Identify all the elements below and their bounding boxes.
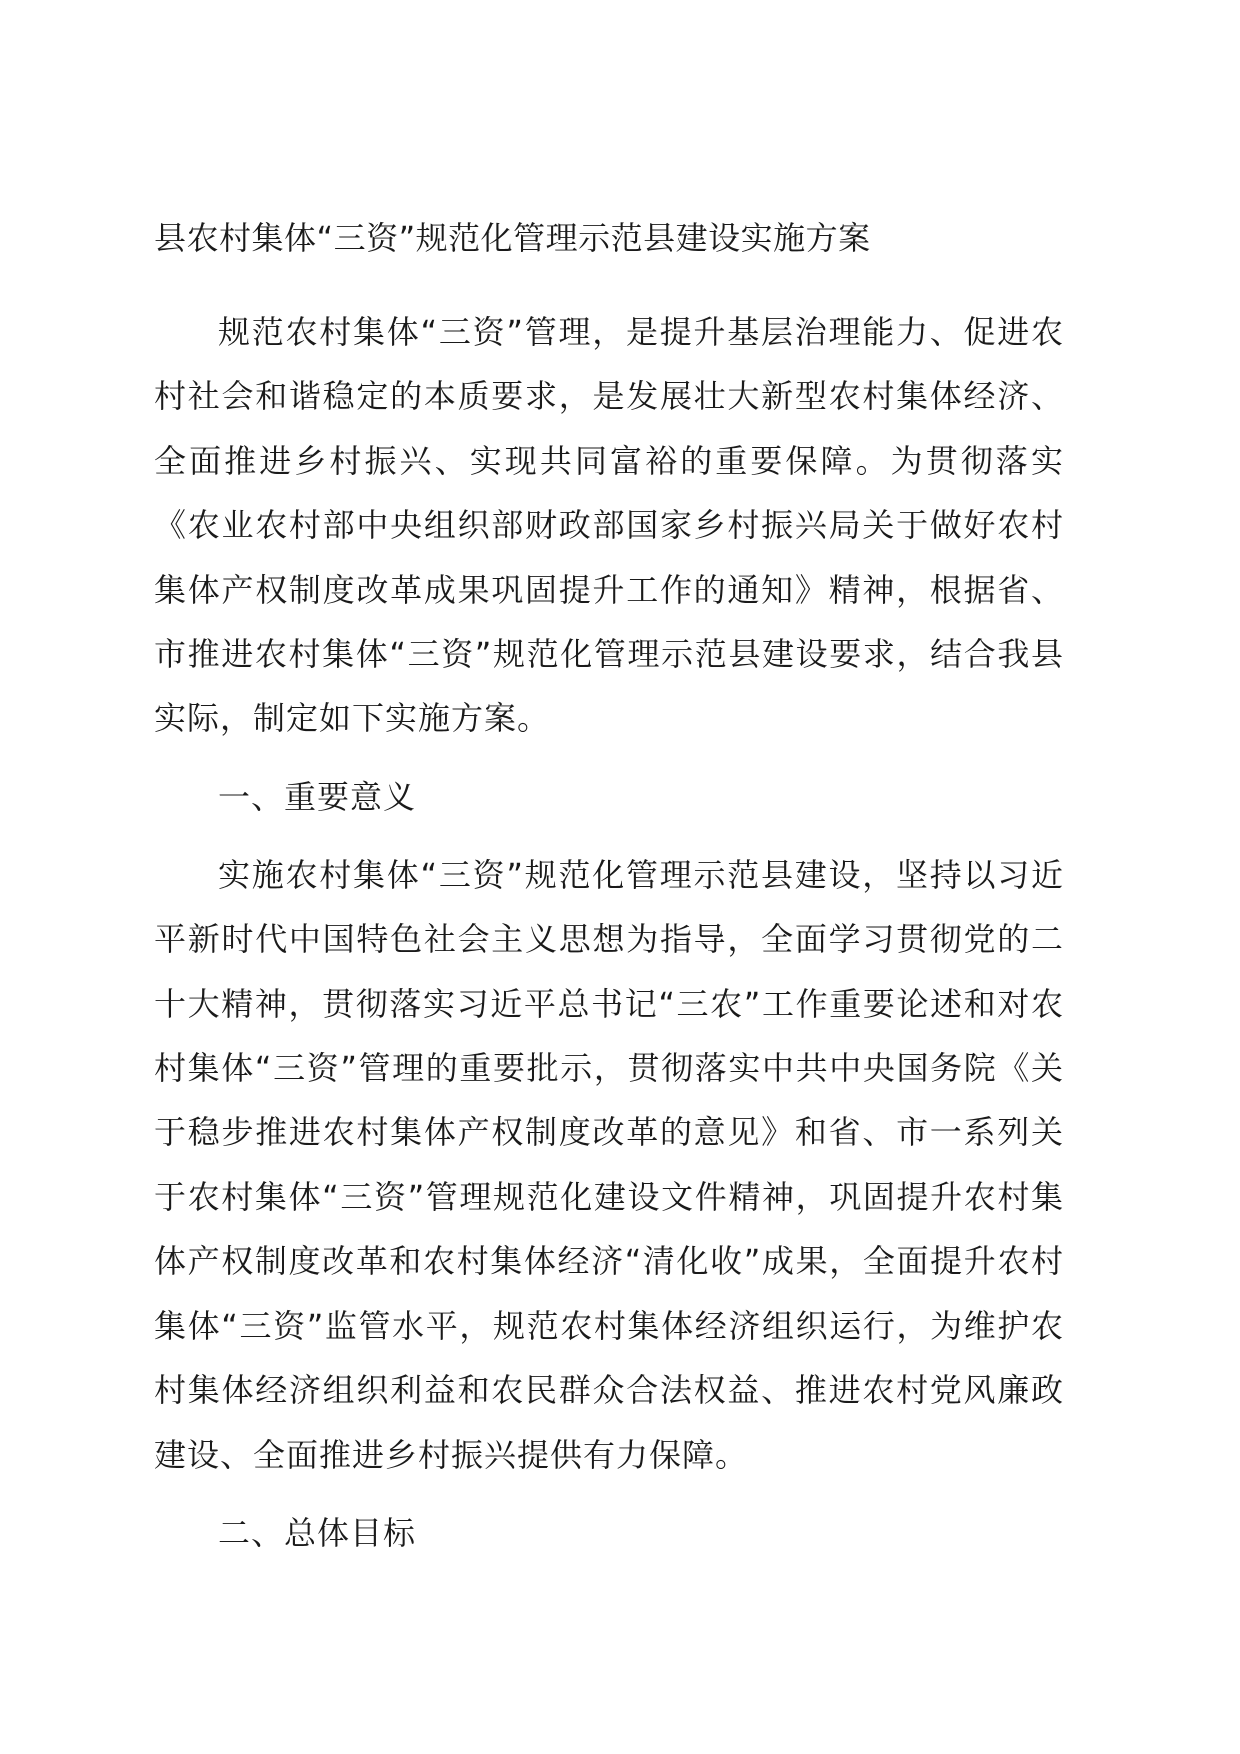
section-body-significance: 实施农村集体“三资”规范化管理示范县建设，坚持以习近平新时代中国特色社会主义思想为指导，全面学习贯彻党的二十大精神，贯彻落实习近平总书记“三农”工作重要论述和对农村集体“三资”管理的重要批示，贯彻落实中共中央国务院《关于稳步推进农村集体产权制度改革的意见》和省、市一系列关于农村集体“三资”管理规范化建设文件精神，巩固提升农村集体产权制度改革和农村集体经济“清化收”成果，全面提升农村集体“三资”监管水平，规范农村集体经济组织运行，为维护农村集体经济组织利益和农民群众合法权益、推进农村党风廉政建设、全面推进乡村振兴提供有力保障。	[154, 855, 1064, 1474]
section-heading-goals: 二、总体目标	[218, 1513, 417, 1552]
document-title: 县农村集体“三资”规范化管理示范县建设实施方案	[154, 219, 871, 257]
section-heading-significance: 一、重要意义	[218, 777, 417, 816]
intro-paragraph: 规范农村集体“三资”管理，是提升基层治理能力、促进农村社会和谐稳定的本质要求，是发展壮大新型农村集体经济、全面推进乡村振兴、实现共同富裕的重要保障。为贯彻落实《农业农村部中央组织部财政部国家乡村振兴局关于做好农村集体产权制度改革成果巩固提升工作的通知》精神，根据省、市推进农村集体“三资”规范化管理示范县建设要求，结合我县实际，制定如下实施方案。	[154, 313, 1064, 738]
document-page	[154, 212, 1064, 1559]
